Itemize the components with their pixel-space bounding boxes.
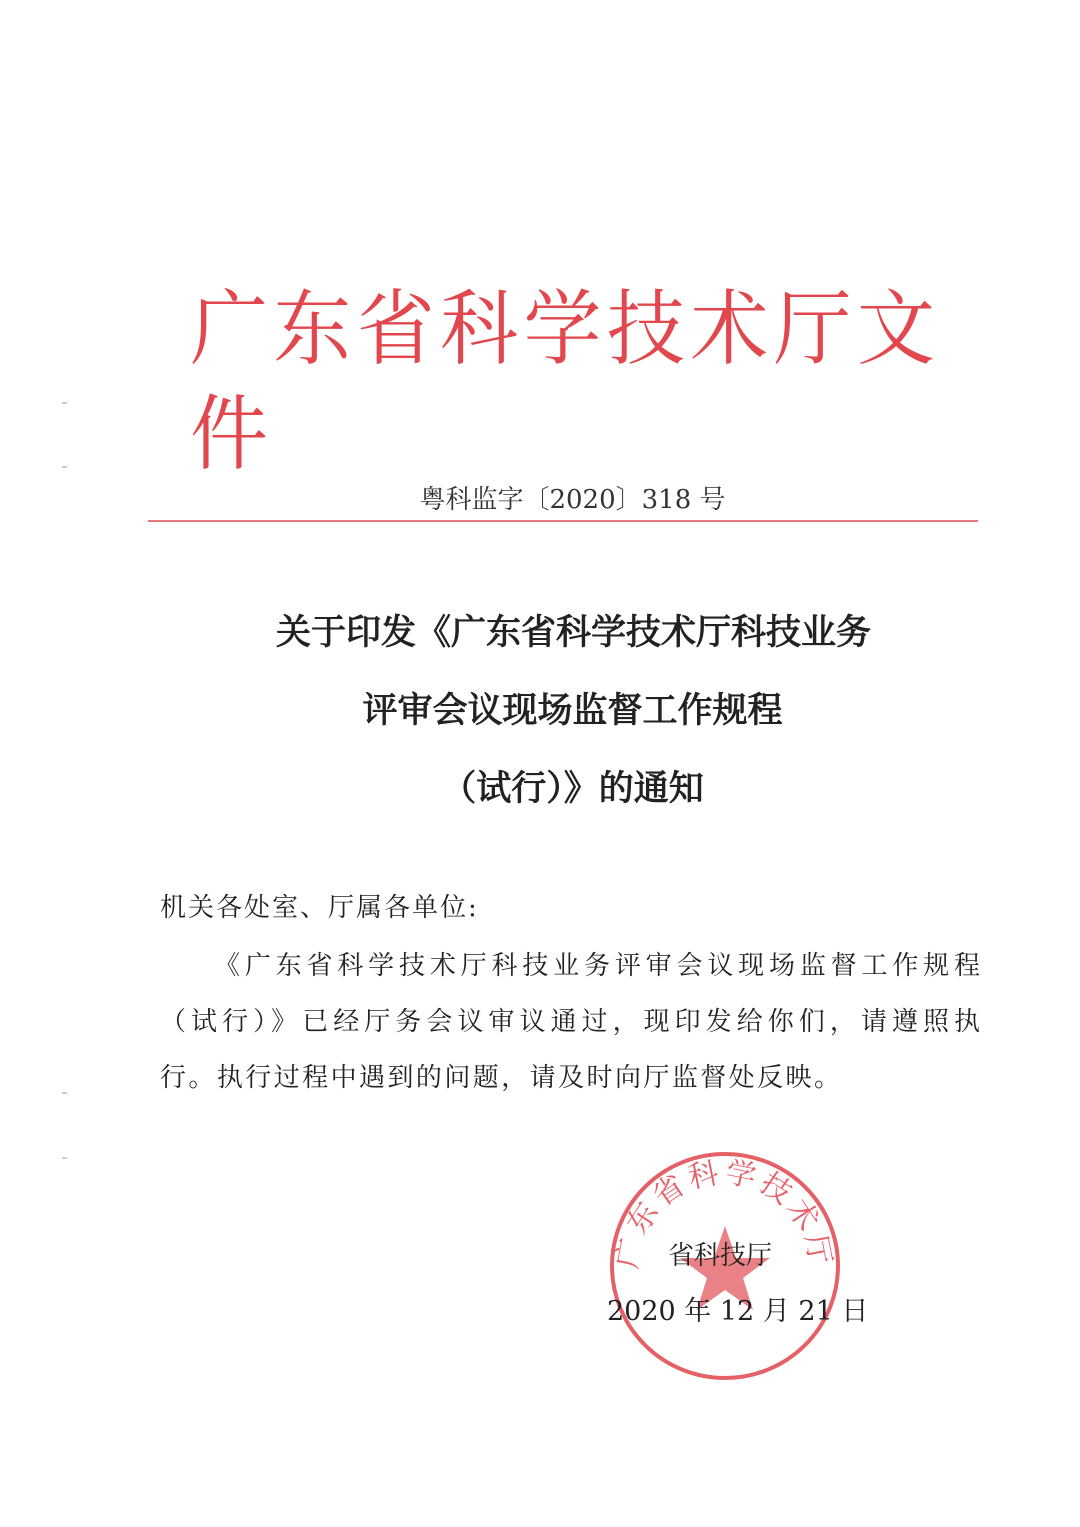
document-number: 粤科监字〔2020〕318 号: [419, 485, 726, 515]
salutation: 机关各处室、厅属各单位:: [160, 893, 479, 923]
document-header-title: 广东省科学技术厅文件: [190, 282, 935, 482]
scan-mark: [62, 466, 67, 468]
red-divider: [148, 520, 978, 522]
notice-title-line-1: 关于印发《广东省科学技术厅科技业务: [275, 613, 871, 653]
notice-title-line-3: （试行）》的通知: [441, 769, 704, 809]
scan-mark: [62, 402, 67, 404]
body-line-1: 《广东省科学技术厅科技业务评审会议现场监督工作规程: [214, 951, 980, 981]
signer: 省科技厅: [668, 1241, 773, 1271]
notice-title-line-2: 评审会议现场监督工作规程: [362, 691, 783, 731]
scan-mark: [62, 1157, 67, 1159]
body-line-2: （试行）》已经厅务会议审议通过，现印发给你们，请遵照执: [160, 1007, 980, 1037]
seal-text: 广东省科学技术厅: [609, 1154, 839, 1272]
body-line-3: 行。执行过程中遇到的问题，请及时向厅监督处反映。: [160, 1063, 840, 1093]
scan-mark: [62, 1092, 67, 1094]
issue-date: 2020 年 12 月 21 日: [607, 1296, 869, 1327]
